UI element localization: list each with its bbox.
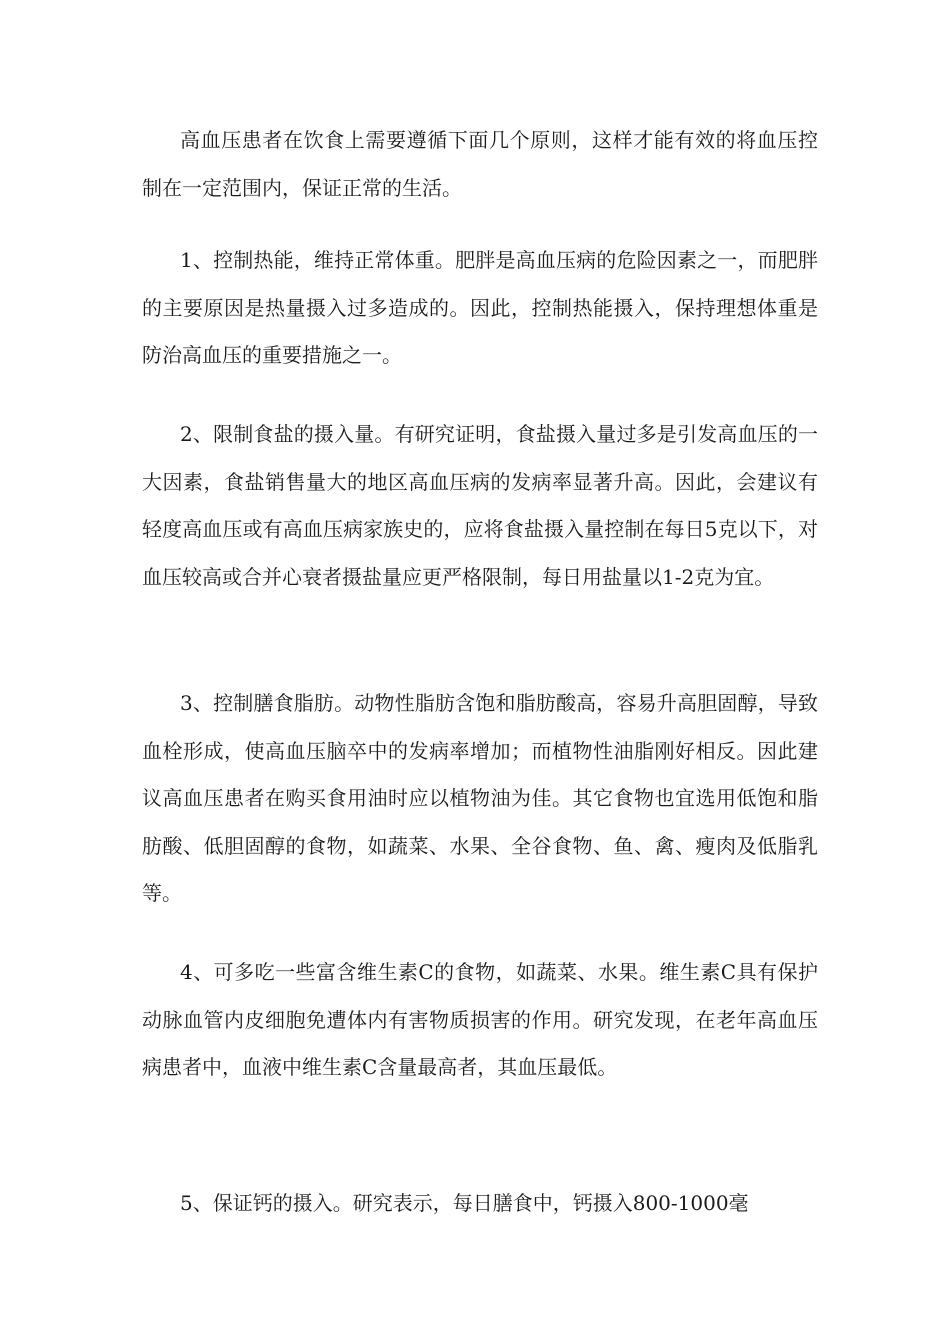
paragraph-principle-2: 2、限制食盐的摄入量。有研究证明，食盐摄入量过多是引发高血压的一大因素，食盐销售量大的地区高血压病的发病率显著升高。因此，会建议有轻度高血压或有高血压病家族史的，应将食盐摄入量控制在每日5克以下，对血压较高或合并心衰者摄盐量应更严格限制，每日用盐量以1-2克为宜。 [142,422,818,589]
paragraph-principle-5: 5、保证钙的摄入。研究表示，每日膳食中，钙摄入800-1000毫 [180,1191,749,1215]
paragraph-principle-1: 1、控制热能，维持正常体重。肥胖是高血压病的危险因素之一，而肥胖的主要原因是热量摄入过多造成的。因此，控制热能摄入，保持理想体重是防治高血压的重要措施之一。 [142,248,818,367]
paragraph-principle-4: 4、可多吃一些富含维生素C的食物，如蔬菜、水果。维生素C具有保护动脉血管内皮细胞免遭体内有害物质损害的作用。研究发现，在老年高血压病患者中，血液中维生素C含量最高者，其血压最低。 [142,960,818,1079]
paragraph-principle-3: 3、控制膳食脂肪。动物性脂肪含饱和脂肪酸高，容易升高胆固醇，导致血栓形成，使高血压脑卒中的发病率增加；而植物性油脂刚好相反。因此建议高血压患者在购买食用油时应以植物油为佳。其它食物也宜选用低饱和脂肪酸、低胆固醇的食物，如蔬菜、水果、全谷食物、鱼、禽、瘦肉及低脂乳等。 [142,691,818,905]
paragraph-intro: 高血压患者在饮食上需要遵循下面几个原则，这样才能有效的将血压控制在一定范围内，保证正常的生活。 [142,128,818,200]
